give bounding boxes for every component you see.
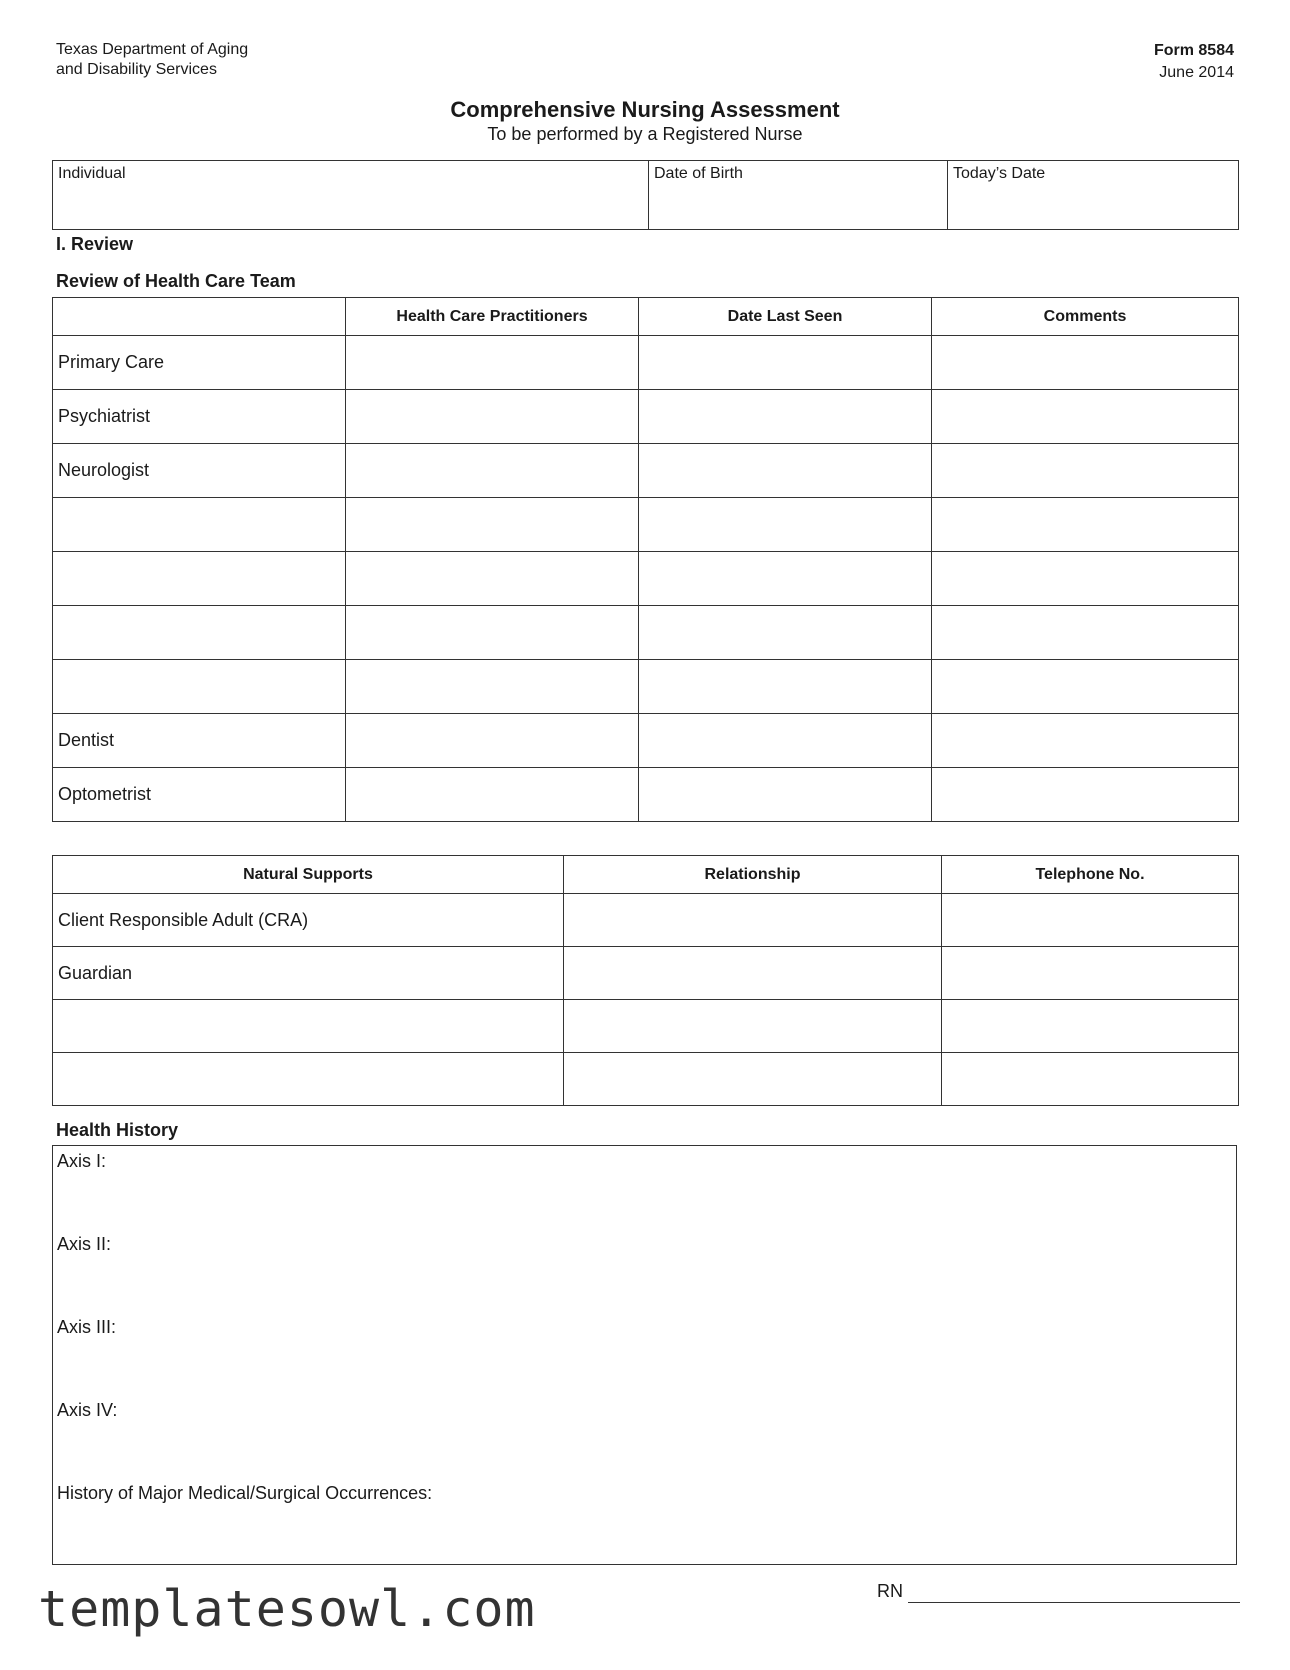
relationship-cell[interactable] [564,894,942,947]
date-cell[interactable] [639,390,932,444]
comments-cell[interactable] [932,660,1239,714]
comments-cell[interactable] [932,498,1239,552]
row-label[interactable] [53,498,346,552]
individual-info-table [52,160,1239,230]
comments-cell[interactable] [932,552,1239,606]
telephone-cell[interactable] [942,1000,1239,1053]
column-header-natural-supports: Natural Supports [53,856,564,894]
date-cell[interactable] [639,336,932,390]
medical-history-label: History of Major Medical/Surgical Occurrences: [57,1483,433,1503]
table-row [53,498,1239,552]
health-care-team-table [52,297,1239,822]
date-cell[interactable] [639,768,932,822]
column-header-telephone: Telephone No. [942,856,1239,894]
table-row [53,606,1239,660]
date-cell[interactable] [639,660,932,714]
table-row [53,714,1239,768]
table-row [53,1053,1239,1106]
practitioner-cell[interactable] [346,498,639,552]
individual-label: Individual [58,165,126,182]
table-row [53,552,1239,606]
agency-name [56,40,248,80]
form-identifier [1154,40,1234,84]
health-history-box[interactable] [52,1145,1237,1565]
practitioner-cell[interactable] [346,390,639,444]
relationship-cell[interactable] [564,947,942,1000]
column-header-practitioners: Health Care Practitioners [346,298,639,336]
table-row [53,1000,1239,1053]
table-header-row [53,298,1239,336]
row-label: Psychiatrist [53,390,346,444]
page-subtitle: To be performed by a Registered Nurse [487,124,803,144]
row-label[interactable] [53,552,346,606]
practitioner-cell[interactable] [346,714,639,768]
form-number: Form 8584 [1153,42,1234,59]
rn-signature-line[interactable] [908,1602,1240,1603]
telephone-cell[interactable] [942,894,1239,947]
health-history-title: Health History [56,1120,179,1140]
support-name-cell[interactable] [53,1053,564,1106]
comments-cell[interactable] [932,768,1239,822]
support-name-cell: Guardian [53,947,564,1000]
practitioner-cell[interactable] [346,768,639,822]
agency-line-1: Texas Department of Aging [56,41,249,58]
date-cell[interactable] [639,444,932,498]
comments-cell[interactable] [932,390,1239,444]
telephone-cell[interactable] [942,947,1239,1000]
date-cell[interactable] [639,552,932,606]
practitioner-cell[interactable] [346,552,639,606]
comments-cell[interactable] [932,606,1239,660]
comments-cell[interactable] [932,336,1239,390]
axis-4-label: Axis IV: [57,1400,118,1420]
practitioner-cell[interactable] [346,336,639,390]
rn-signature-label: RN [877,1581,903,1601]
table-row [53,444,1239,498]
watermark: templatesowl.com [38,1580,536,1638]
date-of-birth-field[interactable] [649,161,948,230]
column-header-comments: Comments [932,298,1239,336]
todays-date-field[interactable] [948,161,1239,230]
telephone-cell[interactable] [942,1053,1239,1106]
row-label: Dentist [53,714,346,768]
individual-field[interactable] [53,161,649,230]
support-name-cell[interactable] [53,1000,564,1053]
agency-line-2: and Disability Services [56,61,217,78]
axis-3-label: Axis III: [57,1317,117,1337]
health-care-team-title: Review of Health Care Team [56,271,296,291]
axis-1-label: Axis I: [57,1151,107,1171]
date-cell[interactable] [639,606,932,660]
comments-cell[interactable] [932,714,1239,768]
comments-cell[interactable] [932,444,1239,498]
natural-supports-table [52,855,1239,1106]
column-header-date-last-seen: Date Last Seen [639,298,932,336]
page-title: Comprehensive Nursing Assessment [450,97,840,122]
table-row [53,768,1239,822]
practitioner-cell[interactable] [346,660,639,714]
row-label: Primary Care [53,336,346,390]
column-header [53,298,346,336]
table-row [53,660,1239,714]
support-name-cell: Client Responsible Adult (CRA) [53,894,564,947]
table-row [53,390,1239,444]
row-label[interactable] [53,660,346,714]
practitioner-cell[interactable] [346,444,639,498]
row-label: Neurologist [53,444,346,498]
practitioner-cell[interactable] [346,606,639,660]
table-row [53,894,1239,947]
column-header-relationship: Relationship [564,856,942,894]
todays-date-label: Today’s Date [953,165,1046,182]
table-row [53,947,1239,1000]
relationship-cell[interactable] [564,1053,942,1106]
date-of-birth-label: Date of Birth [654,165,743,182]
date-cell[interactable] [639,714,932,768]
section-review-title: I. Review [56,234,134,254]
axis-2-label: Axis II: [57,1234,112,1254]
table-header-row [53,856,1239,894]
row-label[interactable] [53,606,346,660]
relationship-cell[interactable] [564,1000,942,1053]
row-label: Optometrist [53,768,346,822]
table-row [53,336,1239,390]
date-cell[interactable] [639,498,932,552]
form-date: June 2014 [1159,64,1234,81]
